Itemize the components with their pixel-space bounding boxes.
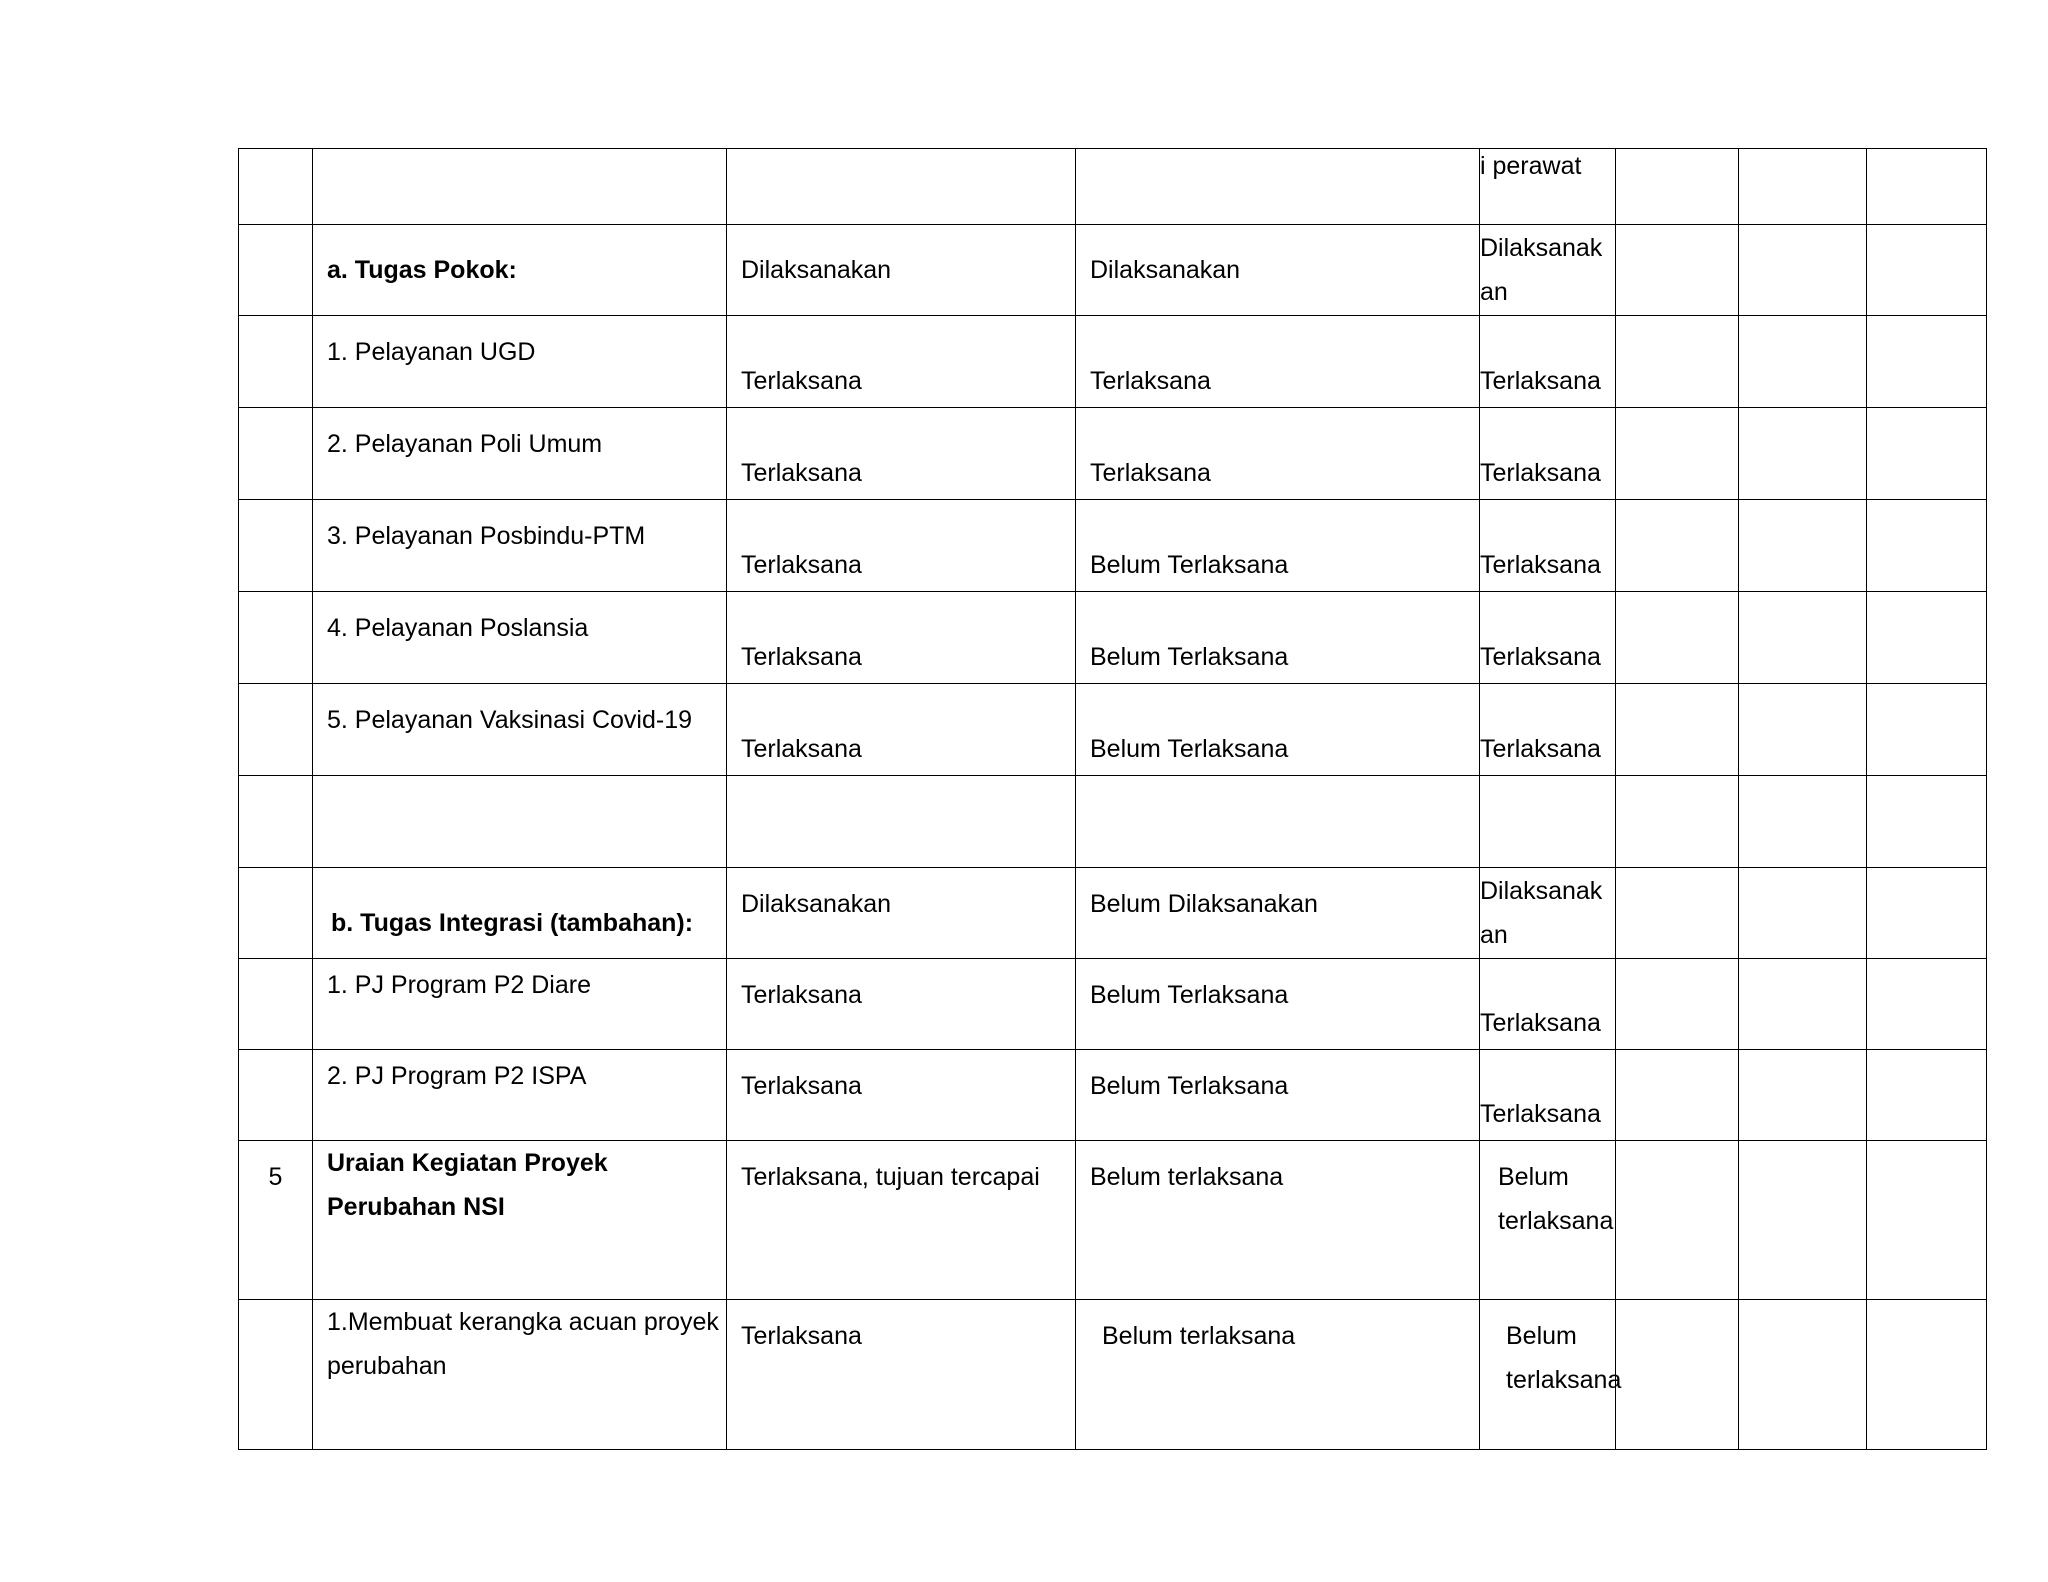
empty-cell [1616, 776, 1739, 868]
kegiatan-cell: 5. Pelayanan Vaksinasi Covid-19 [313, 684, 727, 776]
status-cell: Terlaksana [1480, 500, 1616, 592]
empty-cell [1739, 868, 1867, 959]
empty-cell [1739, 500, 1867, 592]
status-cell: Belum terlaksana [1076, 1141, 1480, 1300]
empty-cell [1867, 592, 1987, 684]
empty-cell [1867, 1300, 1987, 1450]
no-cell [239, 1050, 313, 1141]
empty-cell [1739, 316, 1867, 408]
empty-cell [1616, 316, 1739, 408]
status-cell: Belum Terlaksana [1076, 959, 1480, 1050]
no-cell [239, 959, 313, 1050]
table-row [239, 684, 1987, 776]
kegiatan-cell: 2. PJ Program P2 ISPA [313, 1050, 727, 1141]
kegiatan-cell: 3. Pelayanan Posbindu-PTM [313, 500, 727, 592]
empty-cell [1739, 149, 1867, 225]
table-row [239, 1300, 1987, 1450]
status-cell: Terlaksana, tujuan tercapai [727, 1141, 1076, 1300]
table-row [239, 1050, 1987, 1141]
empty-cell [1867, 500, 1987, 592]
empty-cell [1867, 684, 1987, 776]
status-cell: Terlaksana [1480, 684, 1616, 776]
empty-cell [1616, 1141, 1739, 1300]
status-cell: Terlaksana [1076, 316, 1480, 408]
empty-cell [1739, 959, 1867, 1050]
empty-cell [1867, 149, 1987, 225]
status-cell: Terlaksana [727, 1300, 1076, 1450]
status-cell: Dilaksanakan [1480, 868, 1616, 959]
status-cell: Terlaksana [727, 1050, 1076, 1141]
no-cell [239, 500, 313, 592]
empty-cell [1867, 868, 1987, 959]
no-cell [239, 149, 313, 225]
status-cell: Dilaksanakan [727, 868, 1076, 959]
kegiatan-cell: 1.Membuat kerangka acuan proyek perubahan [313, 1300, 727, 1450]
status-cell: Terlaksana [1480, 592, 1616, 684]
kegiatan-cell: 4. Pelayanan Poslansia [313, 592, 727, 684]
table-row [239, 225, 1987, 316]
empty-cell [1739, 1050, 1867, 1141]
kegiatan-cell [313, 776, 727, 868]
status-cell [727, 149, 1076, 225]
table-row [239, 959, 1987, 1050]
table-row [239, 149, 1987, 225]
section-heading: a. Tugas Pokok: [313, 225, 727, 316]
empty-cell [1867, 959, 1987, 1050]
status-cell: Terlaksana [727, 408, 1076, 500]
table-row [239, 592, 1987, 684]
no-cell [239, 408, 313, 500]
status-cell: Terlaksana [727, 592, 1076, 684]
status-cell: Dilaksanakan [1076, 225, 1480, 316]
no-cell: 5 [239, 1141, 313, 1300]
status-cell: Belum terlaksana [1480, 1141, 1616, 1300]
empty-cell [1616, 592, 1739, 684]
empty-cell [1616, 959, 1739, 1050]
kegiatan-cell: 2. Pelayanan Poli Umum [313, 408, 727, 500]
section-heading: Uraian Kegiatan Proyek Perubahan NSI [313, 1141, 727, 1300]
status-cell: i perawat [1480, 149, 1616, 225]
status-cell: Belum Terlaksana [1076, 684, 1480, 776]
table-row [239, 868, 1987, 959]
empty-cell [1867, 776, 1987, 868]
status-cell: Belum Terlaksana [1076, 1050, 1480, 1141]
no-cell [239, 316, 313, 408]
status-cell: Belum terlaksana [1076, 1300, 1480, 1450]
empty-cell [1739, 592, 1867, 684]
empty-cell [1616, 684, 1739, 776]
table-row [239, 776, 1987, 868]
kegiatan-cell: 1. PJ Program P2 Diare [313, 959, 727, 1050]
status-cell: Terlaksana [1480, 408, 1616, 500]
empty-cell [1739, 1300, 1867, 1450]
empty-cell [1739, 225, 1867, 316]
status-cell [1076, 149, 1480, 225]
no-cell [239, 1300, 313, 1450]
status-cell [1480, 776, 1616, 868]
status-cell: Belum terlaksana [1480, 1300, 1616, 1450]
empty-cell [1616, 1050, 1739, 1141]
activity-table [238, 148, 1987, 1450]
status-cell: Terlaksana [1480, 316, 1616, 408]
table-row [239, 316, 1987, 408]
empty-cell [1616, 225, 1739, 316]
status-cell: Dilaksanakan [727, 225, 1076, 316]
empty-cell [1867, 1050, 1987, 1141]
empty-cell [1616, 868, 1739, 959]
empty-cell [1867, 1141, 1987, 1300]
empty-cell [1867, 408, 1987, 500]
no-cell [239, 592, 313, 684]
table-row [239, 500, 1987, 592]
status-cell: Terlaksana [1480, 959, 1616, 1050]
status-cell: Belum Terlaksana [1076, 592, 1480, 684]
kegiatan-cell: 1. Pelayanan UGD [313, 316, 727, 408]
status-cell: Terlaksana [1076, 408, 1480, 500]
no-cell [239, 225, 313, 316]
status-cell: Terlaksana [727, 959, 1076, 1050]
status-cell: Dilaksanakan [1480, 225, 1616, 316]
empty-cell [1739, 408, 1867, 500]
kegiatan-cell [313, 149, 727, 225]
empty-cell [1616, 500, 1739, 592]
empty-cell [1867, 316, 1987, 408]
status-cell: Terlaksana [1480, 1050, 1616, 1141]
empty-cell [1739, 776, 1867, 868]
no-cell [239, 684, 313, 776]
empty-cell [1739, 684, 1867, 776]
no-cell [239, 776, 313, 868]
status-cell [1076, 776, 1480, 868]
empty-cell [1616, 149, 1739, 225]
empty-cell [1616, 1300, 1739, 1450]
empty-cell [1867, 225, 1987, 316]
status-cell: Terlaksana [727, 316, 1076, 408]
status-cell: Terlaksana [727, 684, 1076, 776]
status-cell: Belum Terlaksana [1076, 500, 1480, 592]
status-cell: Terlaksana [727, 500, 1076, 592]
empty-cell [1616, 408, 1739, 500]
table-row [239, 1141, 1987, 1300]
status-cell: Belum Dilaksanakan [1076, 868, 1480, 959]
no-cell [239, 868, 313, 959]
table-row [239, 408, 1987, 500]
status-cell [727, 776, 1076, 868]
section-heading: b. Tugas Integrasi (tambahan): [313, 868, 727, 959]
empty-cell [1739, 1141, 1867, 1300]
